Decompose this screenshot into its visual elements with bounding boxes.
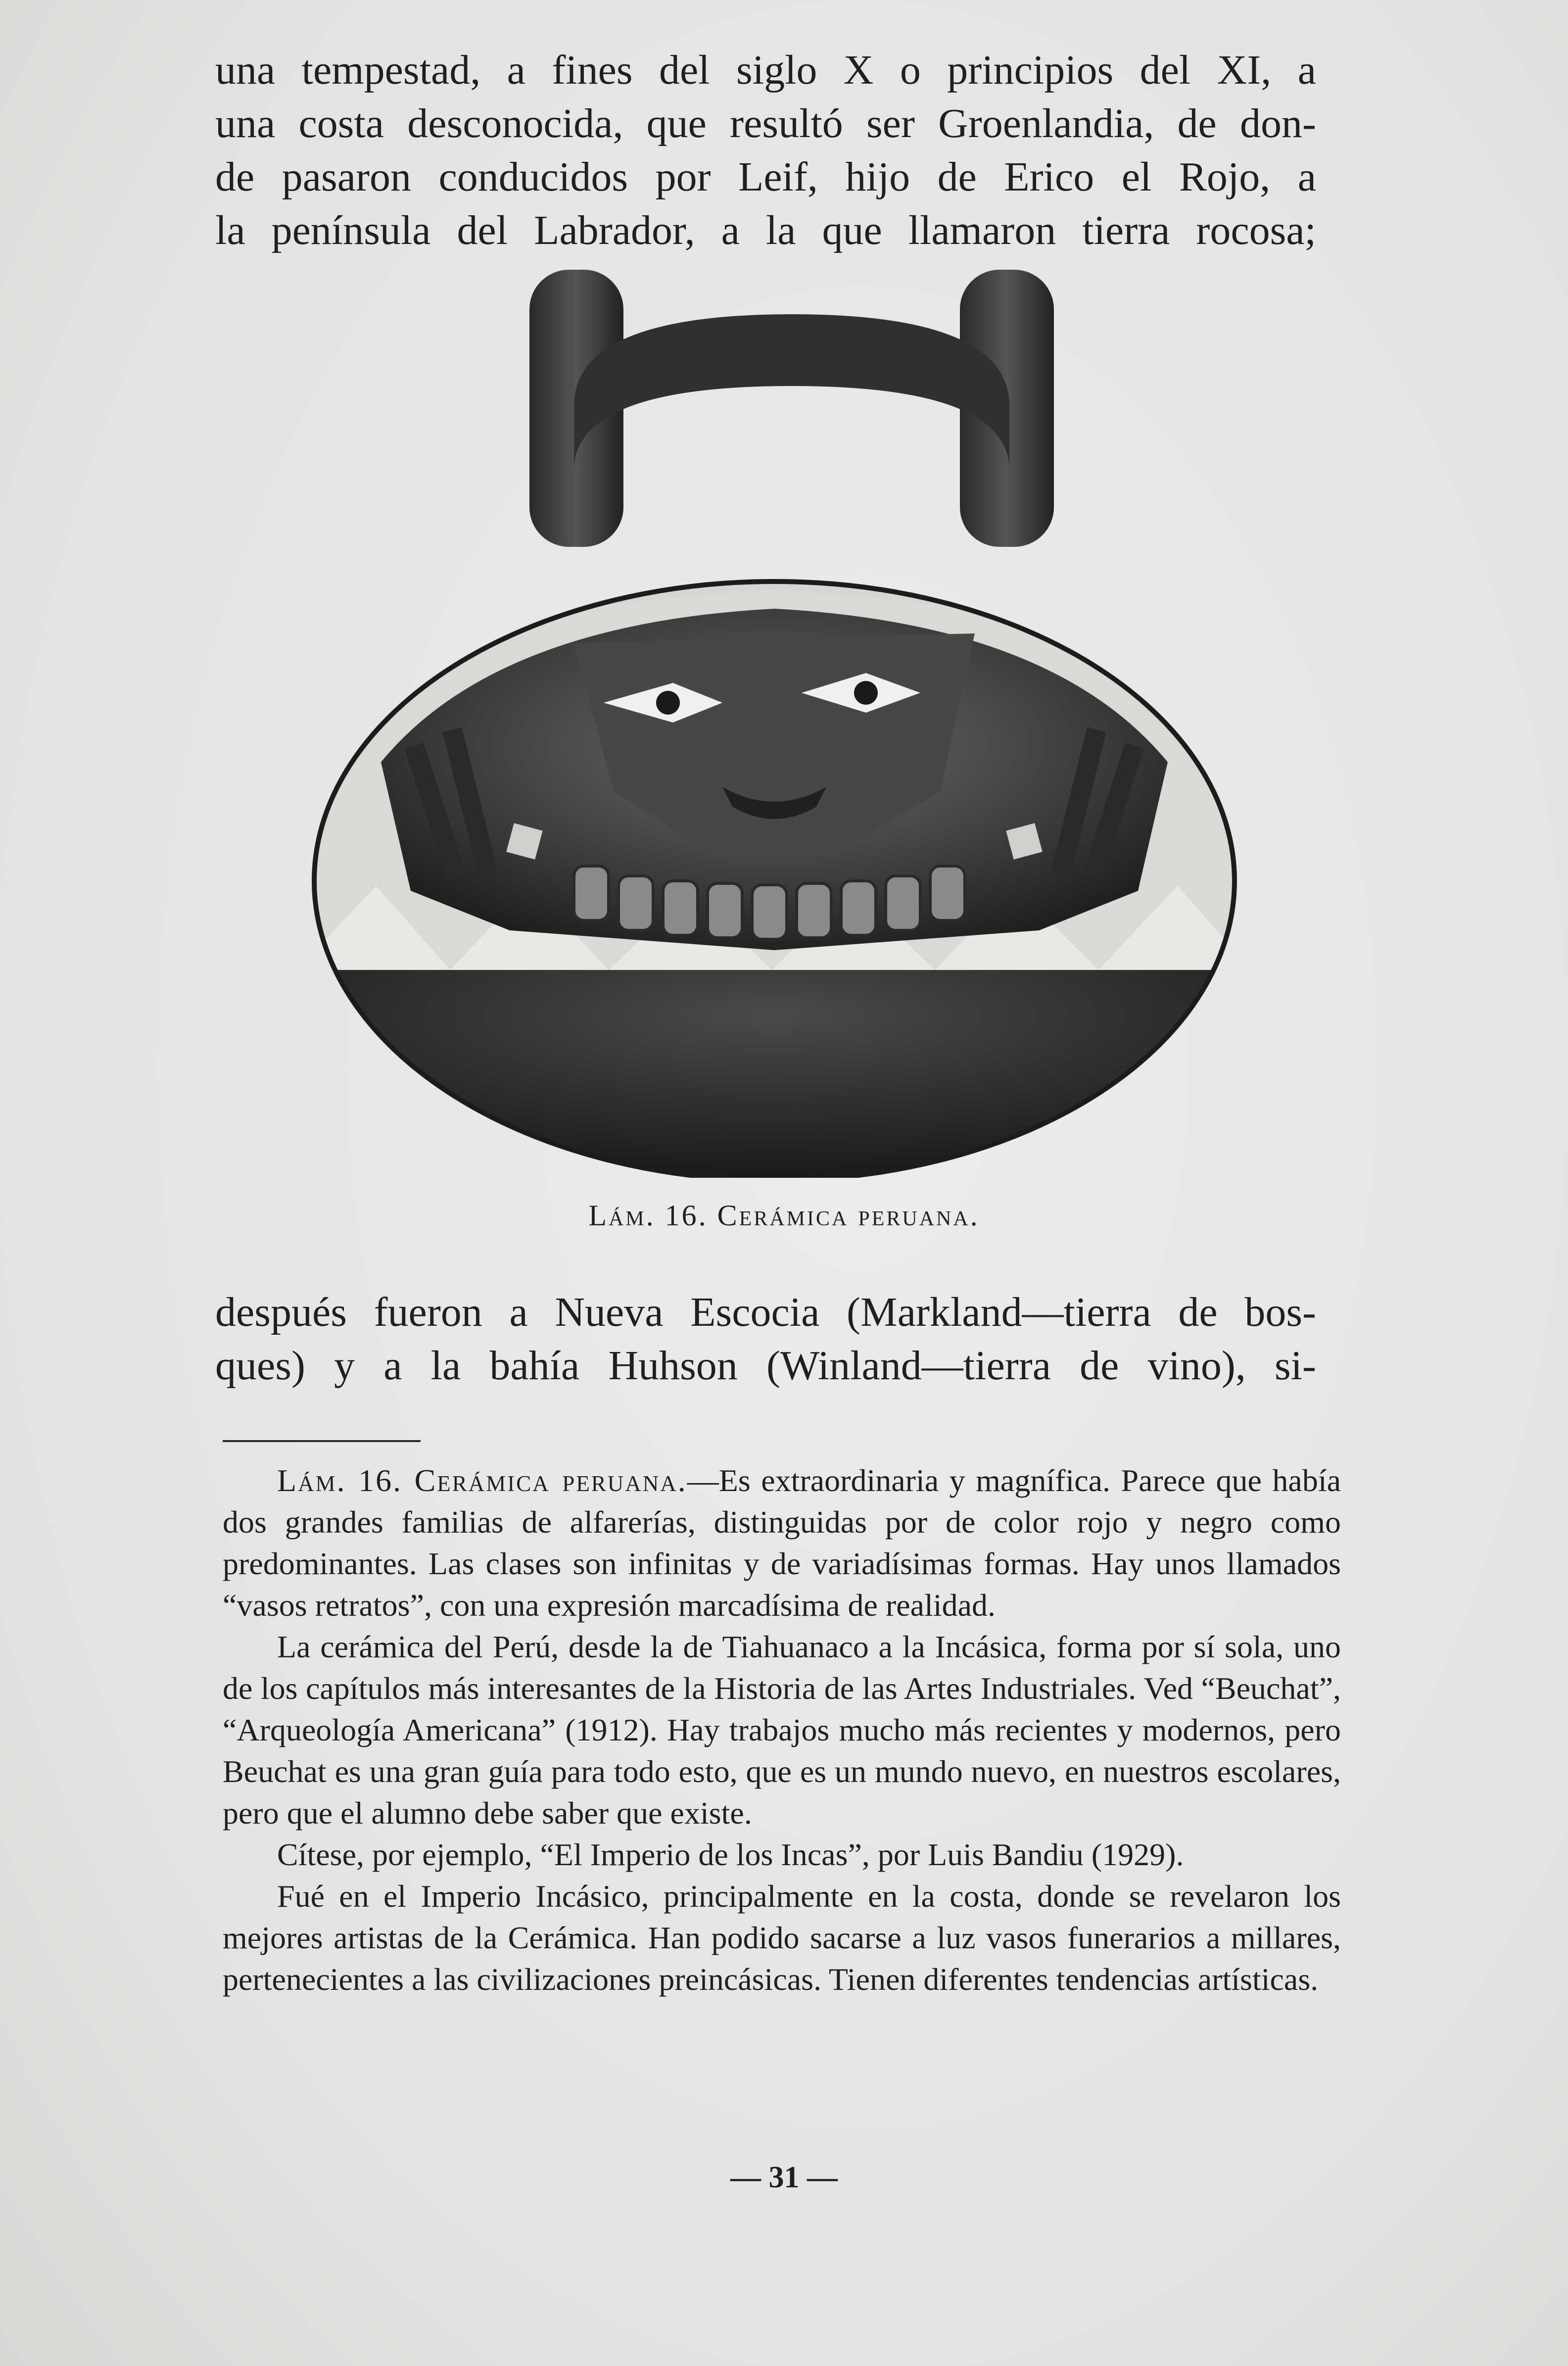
- footnote-separator: [223, 1440, 421, 1442]
- figure-caption: Lám. 16. Cerámica peruana.: [588, 1199, 980, 1232]
- page-number: — 31 —: [730, 2161, 838, 2194]
- text-line: después fueron a Nueva Escocia (Markland—tierra de bos-: [215, 1289, 1316, 1335]
- text-line: una costa desconocida, que resultó ser Groenlandia, de don-: [215, 100, 1316, 146]
- top-paragraph: [215, 44, 1316, 257]
- footnote-paragraph: [223, 1460, 1341, 1626]
- text-line: ques) y a la bahía Huhson (Winland—tierra de vino), si-: [215, 1343, 1316, 1389]
- stirrup-spout: [529, 270, 1054, 547]
- text-line: una tempestad, a fines del siglo X o principios del XI, a: [215, 47, 1316, 93]
- note-text: —Es extraordinaria y magnífica. Parece que había dos grandes familias de alfarerías, distinguidas por de color rojo y negro como predominantes. Las clases son infinitas y de variadísimas formas. Hay unos llamados “vasos retratos”, con una expresión marcadísima de realidad.: [223, 1463, 1341, 1623]
- text-line: de pasaron conducidos por Leif, hijo de Erico el Rojo, a: [215, 154, 1316, 200]
- middle-paragraph: [215, 1286, 1316, 1393]
- footnote-paragraph: Fué en el Imperio Incásico, principalmente en la costa, donde se revelaron los mejores artistas de la Cerámica. Han podido sacarse a luz vasos funerarios a millares, pertenecientes a las civilizaciones preincásicas. Tienen diferentes tendencias artísticas.: [223, 1879, 1341, 1997]
- footnote-paragraph: La cerámica del Perú, desde la de Tiahuanaco a la Incásica, forma por sí sola, uno de los capítulos más interesantes de la Historia de las Artes Industriales. Ved “Beuchat”, “Arqueología Americana” (1912). Hay trabajos mucho más recientes y modernos, pero Beuchat es una gran guía para todo esto, que es un mundo nuevo, en nuestros escolares, pero que el alumno debe saber que existe.: [223, 1629, 1341, 1831]
- peruvian-ceramic-vessel-illustration: [297, 267, 1252, 1178]
- text-line: la península del Labrador, a la que llamaron tierra rocosa;: [215, 207, 1316, 253]
- note-label: Lám. 16. Cerámica peruana.: [277, 1463, 687, 1498]
- footnotes: [223, 1460, 1341, 2000]
- footnote-paragraph: Cítese, por ejemplo, “El Imperio de los Incas”, por Luis Bandiu (1929).: [277, 1837, 1184, 1872]
